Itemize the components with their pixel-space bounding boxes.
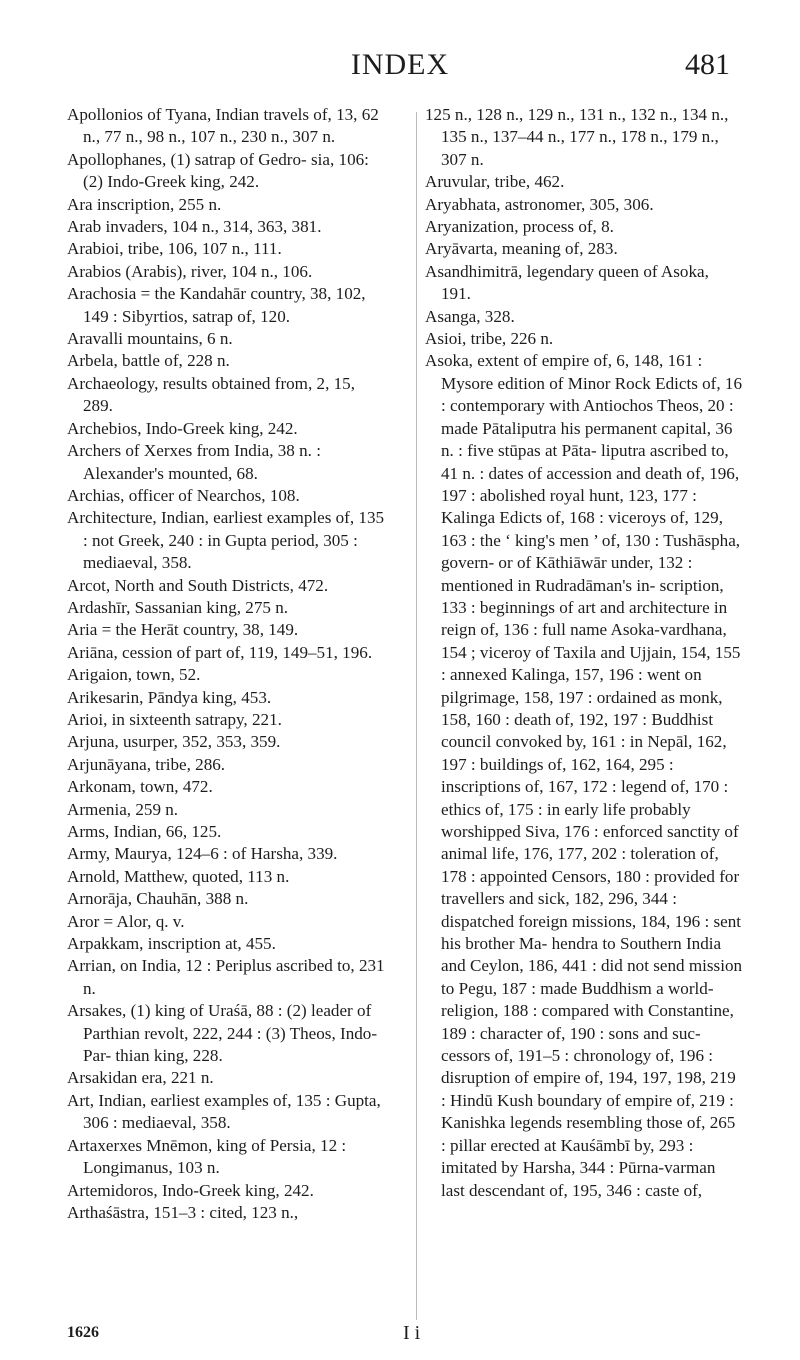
index-entry: Arkonam, town, 472. bbox=[67, 777, 213, 797]
index-entry: Aryanization, process of, 8. bbox=[425, 217, 614, 237]
index-entry: Aror = Alor, q. v. bbox=[67, 911, 185, 931]
index-entry: Arsakidan era, 221 n. bbox=[67, 1068, 214, 1088]
index-entry: Arbela, battle of, 228 n. bbox=[67, 351, 230, 371]
index-entry: Arms, Indian, 66, 125. bbox=[67, 822, 222, 841]
index-entry: Arthaśāstra, 151–3 : cited, 123 n., bbox=[67, 1202, 299, 1222]
index-entry: 125 n., 128 n., 129 n., 131 n., 132 n., 134 n., 135 n., 137–44 n., 177 n., 178 n., 179 n., 307 n. bbox=[425, 105, 729, 169]
index-entry: Arabioi, tribe, 106, 107 n., 111. bbox=[67, 239, 282, 259]
index-entry: Archaeology, results obtained from, 2, 15, 289. bbox=[67, 373, 355, 416]
index-entry: Archers of Xerxes from India, 38 n. : Alexander's mounted, 68. bbox=[67, 441, 321, 483]
index-entry: Arnorāja, Chauhān, 388 n. bbox=[67, 889, 249, 909]
index-entry: Archebios, Indo-Greek king, 242. bbox=[67, 418, 298, 438]
index-entry: Art, Indian, earliest examples of, 135 : Gupta, 306 : mediaeval, 358. bbox=[67, 1090, 381, 1133]
index-entry: Arcot, North and South Districts, 472. bbox=[67, 575, 329, 595]
index-entry: Aravalli mountains, 6 n. bbox=[67, 329, 233, 349]
index-entry: Ariāna, cession of part of, 119, 149–51, 196. bbox=[67, 642, 373, 662]
index-entry: Armenia, 259 n. bbox=[67, 799, 179, 819]
index-entry: Army, Maurya, 124–6 : of Harsha, 339. bbox=[67, 844, 338, 864]
index-entry: Arrian, on India, 12 : Periplus ascribed to, 231 n. bbox=[67, 956, 385, 998]
index-entry: Arpakkam, inscription at, 455. bbox=[67, 934, 276, 954]
printer-code: 1626 bbox=[67, 1324, 99, 1341]
index-column-right bbox=[425, 104, 743, 1202]
index-entry: Arnold, Matthew, quoted, 113 n. bbox=[67, 866, 290, 886]
index-entry: Arigaion, town, 52. bbox=[67, 665, 201, 685]
index-entry: Ara inscription, 255 n. bbox=[67, 194, 222, 214]
page-header bbox=[0, 48, 800, 98]
index-entry: Arab invaders, 104 n., 314, 363, 381. bbox=[67, 217, 322, 237]
index-entry: Asandhimitrā, legendary queen of Asoka, 191. bbox=[425, 261, 709, 304]
signature-mark: I i bbox=[403, 1322, 421, 1344]
column-divider bbox=[416, 112, 417, 1320]
index-entry: Aruvular, tribe, 462. bbox=[425, 172, 565, 192]
index-entry: Arsakes, (1) king of Uraśā, 88 : (2) leader of Parthian revolt, 222, 244 : (3) Theos, Indo-Par- thian king, 228. bbox=[67, 1001, 378, 1066]
index-entry: Architecture, Indian, earliest examples of, 135 : not Greek, 240 : in Gupta period, 305 : mediaeval, 358. bbox=[67, 508, 385, 573]
index-entry: Apollophanes, (1) satrap of Gedro- sia, 106: (2) Indo-Greek king, 242. bbox=[67, 149, 369, 192]
index-entry: Aryāvarta, meaning of, 283. bbox=[425, 239, 618, 259]
index-entry: Arikesarin, Pāndya king, 453. bbox=[67, 687, 272, 707]
index-entry: Arachosia = the Kandahār country, 38, 102, 149 : Sibyrtios, satrap of, 120. bbox=[67, 284, 366, 326]
index-entry: Artemidoros, Indo-Greek king, 242. bbox=[67, 1180, 314, 1200]
index-entry: Arjunāyana, tribe, 286. bbox=[67, 754, 226, 774]
index-entry: Asanga, 328. bbox=[425, 306, 515, 326]
page-number: 481 bbox=[685, 48, 730, 81]
index-entry: Archias, officer of Nearchos, 108. bbox=[67, 485, 300, 505]
index-column-left bbox=[67, 104, 385, 1224]
index-entry: Arjuna, usurper, 352, 353, 359. bbox=[67, 732, 281, 752]
index-entry: Aria = the Herāt country, 38, 149. bbox=[67, 620, 299, 640]
index-entry: Arabios (Arabis), river, 104 n., 106. bbox=[67, 261, 313, 281]
index-entry: Arioi, in sixteenth satrapy, 221. bbox=[67, 709, 282, 729]
index-entry: Ardashīr, Sassanian king, 275 n. bbox=[67, 597, 289, 617]
running-title: INDEX bbox=[350, 48, 450, 81]
index-entry: Aryabhata, astronomer, 305, 306. bbox=[425, 194, 654, 214]
index-entry: Asioi, tribe, 226 n. bbox=[425, 329, 554, 349]
index-entry: Asoka, extent of empire of, 6, 148, 161 : Mysore edition of Minor Rock Edicts of, 16 : contemporary with Antiochos Theos, 20 : made Pātaliputra his permanent capital, 36 n. : five stūpas at Pāta- liputra ascribed to, 41 n. : dates of accession and death of, 196, 197 : abolished royal hunt, 123, 177 : Kalinga Edicts of, 168 : viceroys of, 129, 163 : the ‘ king's men ’ of, 130 : Tushāspha, govern- or of Kāthiāwār under, 132 : mentioned in Rudradāman's in- scription, 133 : beginnings of art and architecture in reign of, 136 : full name Asoka-vardhana, 154 ; viceroy of Taxila and Ujjain, 154, 155 : annexed Kalinga, 157, 196 : went on pilgrimage, 158, 197 : ordained as monk, 158, 160 : death of, 192, 197 : Buddhist council convoked by, 161 : in Nepāl, 162, 197 : buildings of, 162, 164, 295 : inscriptions of, 167, 172 : legend of, 170 : ethics of, 175 : in early life probably worshipped Siva, 176 : enforced sanctity of animal life, 176, 177, 202 : toleration of, 178 : appointed Censors, 180 : provided for travellers and sick, 182, 296, 344 : dispatched foreign missions, 184, 196 : sent his brother Ma- hendra to Southern India and Ceylon, 186, 441 : did not send mission to Pegu, 187 : made Buddhism a world-religion, 188 : compared with Constantine, 189 : character of, 190 : sons and suc- cessors of, 191–5 : chronology of, 196 : disruption of empire of, 194, 197, 198, 219 : Hindū Kush boundary of empire of, 219 : Kanishka legends resembling those of, 265 : pillar erected at Kauśāmbī by, 293 : imitated by Harsha, 344 : Pūrna-varman last descendant of, 195, 346 : caste of, bbox=[425, 351, 743, 1200]
index-entry: Apollonios of Tyana, Indian travels of, 13, 62 n., 77 n., 98 n., 107 n., 230 n., 307 n. bbox=[67, 105, 379, 147]
index-entry: Artaxerxes Mnēmon, king of Persia, 12 : Longimanus, 103 n. bbox=[67, 1135, 347, 1178]
